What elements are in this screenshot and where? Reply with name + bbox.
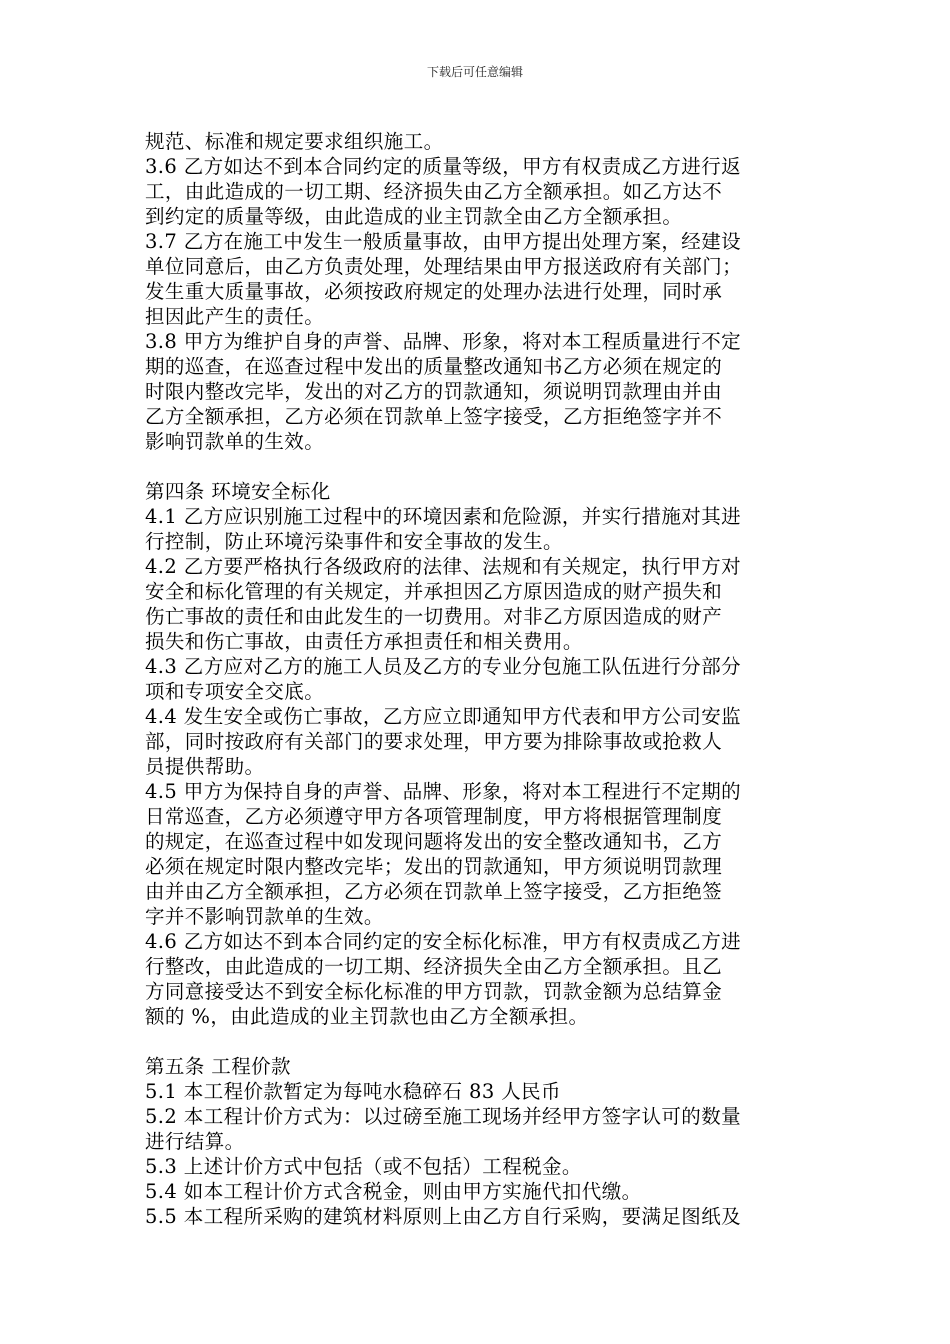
text-line: 担因此产生的责任。 bbox=[145, 305, 325, 328]
text-line: 工，由此造成的一切工期、经济损失由乙方全额承担。如乙方达不 bbox=[145, 180, 723, 203]
text-line: 日常巡查，乙方必须遵守甲方各项管理制度，甲方将根据管理制度 bbox=[145, 805, 723, 828]
text-line: 行控制，防止环境污染事件和安全事故的发生。 bbox=[145, 530, 563, 553]
text-line: 伤亡事故的责任和由此发生的一切费用。对非乙方原因造成的财产 bbox=[145, 605, 723, 628]
paragraph-gap bbox=[145, 454, 813, 479]
text-line: 期的巡查，在巡查过程中发出的质量整改通知书乙方必须在规定的 bbox=[145, 355, 723, 378]
text-line: 3.8 甲方为维护自身的声誉、品牌、形象，将对本工程质量进行不定 bbox=[145, 330, 742, 353]
text-line: 第五条 工程价款 bbox=[145, 1055, 291, 1078]
text-line: 3.6 乙方如达不到本合同约定的质量等级，甲方有权责成乙方进行返 bbox=[145, 155, 742, 178]
text-line: 方同意接受达不到安全标化标准的甲方罚款，罚款金额为总结算金 bbox=[145, 980, 723, 1003]
text-line: 安全和标化管理的有关规定，并承担因乙方原因造成的财产损失和 bbox=[145, 580, 723, 603]
text-line: 4.2 乙方要严格执行各级政府的法律、法规和有关规定，执行甲方对 bbox=[145, 555, 742, 578]
text-line: 规范、标准和规定要求组织施工。 bbox=[145, 130, 444, 153]
text-line: 的规定，在巡查过程中如发现问题将发出的安全整改通知书，乙方 bbox=[145, 830, 723, 853]
text-line: 5.1 本工程价款暂定为每吨水稳碎石 83 人民币 bbox=[145, 1080, 561, 1103]
paragraph-gap bbox=[145, 1029, 813, 1054]
text-line: 4.4 发生安全或伤亡事故，乙方应立即通知甲方代表和甲方公司安监 bbox=[145, 705, 742, 728]
text-line: 项和专项安全交底。 bbox=[145, 680, 325, 703]
text-line: 5.4 如本工程计价方式含税金，则由甲方实施代扣代缴。 bbox=[145, 1180, 642, 1203]
text-line: 由并由乙方全额承担，乙方必须在罚款单上签字接受，乙方拒绝签 bbox=[145, 880, 723, 903]
text-line: 时限内整改完毕，发出的对乙方的罚款通知，须说明罚款理由并由 bbox=[145, 380, 723, 403]
text-line: 5.5 本工程所采购的建筑材料原则上由乙方自行采购，要满足图纸及 bbox=[145, 1205, 742, 1228]
text-line: 字并不影响罚款单的生效。 bbox=[145, 905, 384, 928]
text-line: 到约定的质量等级，由此造成的业主罚款全由乙方全额承担。 bbox=[145, 205, 683, 228]
page-header-note: 下载后可任意编辑 bbox=[426, 65, 523, 79]
text-line: 5.3 上述计价方式中包括（或不包括）工程税金。 bbox=[145, 1155, 582, 1178]
document-body bbox=[145, 129, 813, 1229]
text-line: 3.7 乙方在施工中发生一般质量事故，由甲方提出处理方案，经建设 bbox=[145, 230, 742, 253]
text-line: 影响罚款单的生效。 bbox=[145, 430, 325, 453]
text-line: 乙方全额承担，乙方必须在罚款单上签字接受，乙方拒绝签字并不 bbox=[145, 405, 723, 428]
text-line: 单位同意后，由乙方负责处理，处理结果由甲方报送政府有关部门； bbox=[145, 255, 743, 278]
text-line: 必须在规定时限内整改完毕；发出的罚款通知，甲方须说明罚款理 bbox=[145, 855, 723, 878]
text-line: 行整改，由此造成的一切工期、经济损失全由乙方全额承担。且乙 bbox=[145, 955, 723, 978]
text-line: 第四条 环境安全标化 bbox=[145, 480, 331, 503]
text-line: 发生重大质量事故，必须按政府规定的处理办法进行处理，同时承 bbox=[145, 280, 723, 303]
text-line: 员提供帮助。 bbox=[145, 755, 265, 778]
text-line: 损失和伤亡事故，由责任方承担责任和相关费用。 bbox=[145, 630, 583, 653]
text-line: 5.2 本工程计价方式为：以过磅至施工现场并经甲方签字认可的数量 bbox=[145, 1105, 742, 1128]
text-line: 4.6 乙方如达不到本合同约定的安全标化标准，甲方有权责成乙方进 bbox=[145, 930, 742, 953]
text-line: 4.3 乙方应对乙方的施工人员及乙方的专业分包施工队伍进行分部分 bbox=[145, 655, 742, 678]
text-line: 4.1 乙方应识别施工过程中的环境因素和危险源，并实行措施对其进 bbox=[145, 505, 742, 528]
text-line: 4.5 甲方为保持自身的声誉、品牌、形象，将对本工程进行不定期的 bbox=[145, 780, 742, 803]
text-line: 进行结算。 bbox=[145, 1130, 245, 1153]
text-line: 额的 %，由此造成的业主罚款也由乙方全额承担。 bbox=[145, 1005, 589, 1028]
text-line: 部，同时按政府有关部门的要求处理，甲方要为排除事故或抢救人 bbox=[145, 730, 723, 753]
